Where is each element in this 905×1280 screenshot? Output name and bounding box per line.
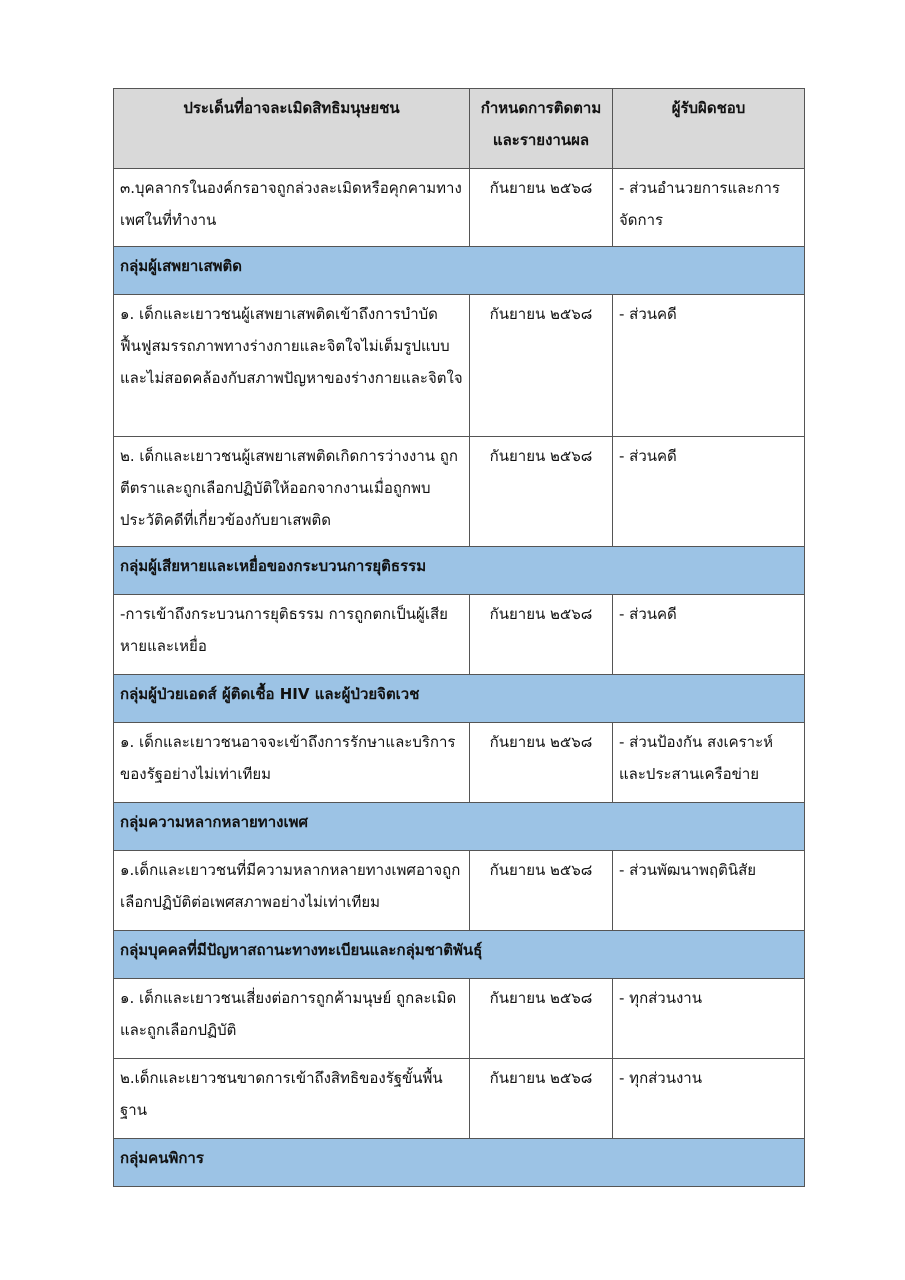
- schedule-cell: กันยายน ๒๕๖๘: [470, 851, 613, 931]
- owner-cell: - ส่วนอำนวยการและการจัดการ: [613, 169, 805, 247]
- schedule-cell: กันยายน ๒๕๖๘: [470, 169, 613, 247]
- table-row: [114, 979, 805, 1059]
- group-title: กลุ่มผู้ป่วยเอดส์ ผู้ติดเชื้อ HIV และผู้ป่วยจิตเวช: [114, 675, 805, 723]
- owner-cell: - ส่วนป้องกัน สงเคราะห์และประสานเครือข่าย: [613, 723, 805, 803]
- rights-issues-table: [113, 88, 805, 1187]
- header-owner: ผู้รับผิดชอบ: [613, 89, 805, 169]
- group-title: กลุ่มคนพิการ: [114, 1139, 805, 1187]
- schedule-cell: กันยายน ๒๕๖๘: [470, 595, 613, 675]
- owner-cell: - ส่วนคดี: [613, 437, 805, 547]
- group-header-row: [114, 1139, 805, 1187]
- table-row: [114, 169, 805, 247]
- table-row: [114, 595, 805, 675]
- issue-cell: ๒. เด็กและเยาวชนผู้เสพยาเสพติดเกิดการว่างงาน ถูกตีตราและถูกเลือกปฏิบัติให้ออกจากงานเมื่อถูกพบประวัติคดีที่เกี่ยวข้องกับยาเสพติด: [114, 437, 470, 547]
- schedule-cell: กันยายน ๒๕๖๘: [470, 723, 613, 803]
- group-title: กลุ่มผู้เสียหายและเหยื่อของกระบวนการยุติธรรม: [114, 547, 805, 595]
- group-header-row: [114, 803, 805, 851]
- schedule-cell: กันยายน ๒๕๖๘: [470, 1059, 613, 1139]
- issue-cell: ๑. เด็กและเยาวชนผู้เสพยาเสพติดเข้าถึงการบำบัดฟื้นฟูสมรรถภาพทางร่างกายและจิตใจไม่เต็มรูปแบบและไม่สอดคล้องกับสภาพปัญหาของร่างกายและจิตใจ: [114, 295, 470, 437]
- issue-cell: ๓.บุคลากรในองค์กรอาจถูกล่วงละเมิดหรือคุกคามทางเพศในที่ทำงาน: [114, 169, 470, 247]
- owner-cell: - ทุกส่วนงาน: [613, 1059, 805, 1139]
- header-issue: ประเด็นที่อาจละเมิดสิทธิมนุษยชน: [114, 89, 470, 169]
- schedule-cell: กันยายน ๒๕๖๘: [470, 295, 613, 437]
- schedule-cell: กันยายน ๒๕๖๘: [470, 979, 613, 1059]
- owner-cell: - ส่วนคดี: [613, 595, 805, 675]
- group-header-row: [114, 247, 805, 295]
- group-header-row: [114, 547, 805, 595]
- issue-cell: ๑.เด็กและเยาวชนที่มีความหลากหลายทางเพศอาจถูกเลือกปฏิบัติต่อเพศสภาพอย่างไม่เท่าเทียม: [114, 851, 470, 931]
- table-row: [114, 723, 805, 803]
- issue-cell: ๒.เด็กและเยาวชนขาดการเข้าถึงสิทธิของรัฐขั้นพื้นฐาน: [114, 1059, 470, 1139]
- table-header-row: [114, 89, 805, 169]
- table-row: [114, 437, 805, 547]
- table-row: [114, 1059, 805, 1139]
- owner-cell: - ทุกส่วนงาน: [613, 979, 805, 1059]
- owner-cell: - ส่วนพัฒนาพฤตินิสัย: [613, 851, 805, 931]
- group-header-row: [114, 931, 805, 979]
- issue-cell: ๑. เด็กและเยาวชนเสี่ยงต่อการถูกค้ามนุษย์ ถูกละเมิดและถูกเลือกปฏิบัติ: [114, 979, 470, 1059]
- group-title: กลุ่มบุคคลที่มีปัญหาสถานะทางทะเบียนและกลุ่มชาติพันธุ์: [114, 931, 805, 979]
- owner-cell: - ส่วนคดี: [613, 295, 805, 437]
- table-row: [114, 295, 805, 437]
- issue-cell: ๑. เด็กและเยาวชนอาจจะเข้าถึงการรักษาและบริการของรัฐอย่างไม่เท่าเทียม: [114, 723, 470, 803]
- table-row: [114, 851, 805, 931]
- group-title: กลุ่มความหลากหลายทางเพศ: [114, 803, 805, 851]
- group-header-row: [114, 675, 805, 723]
- header-schedule: กำหนดการติดตามและรายงานผล: [470, 89, 613, 169]
- group-title: กลุ่มผู้เสพยาเสพติด: [114, 247, 805, 295]
- table-body: [114, 169, 805, 1187]
- issue-cell: -การเข้าถึงกระบวนการยุติธรรม การถูกตกเป็นผู้เสียหายและเหยื่อ: [114, 595, 470, 675]
- schedule-cell: กันยายน ๒๕๖๘: [470, 437, 613, 547]
